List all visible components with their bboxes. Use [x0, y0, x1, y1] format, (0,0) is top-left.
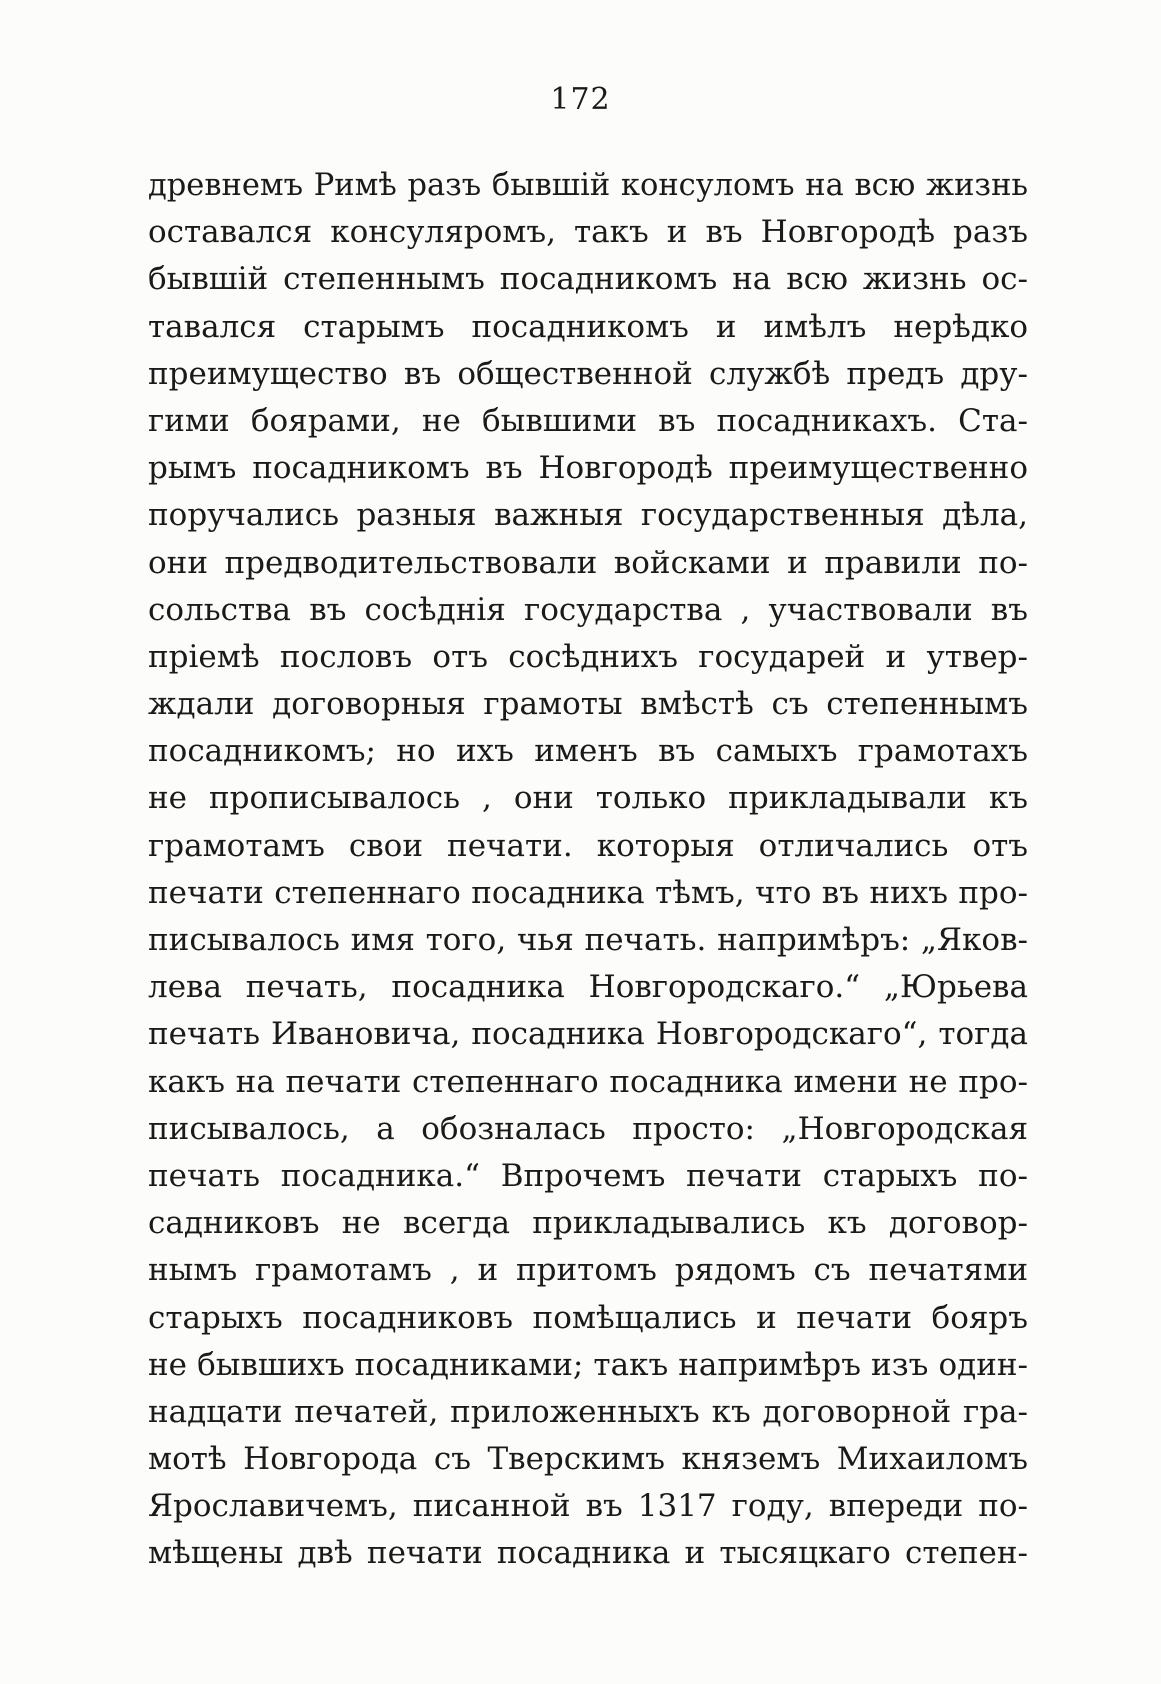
text-line: сольства въ сосѣднія государства , участвовали въ	[148, 591, 1028, 628]
text-line: печать посадника.“ Впрочемъ печати старыхъ по-	[148, 1157, 1028, 1194]
text-line: писывалось, а обозналась просто: „Новгородская	[148, 1110, 1028, 1147]
text-line: не бывшихъ посадниками; такъ напримѣръ изъ один-	[148, 1346, 1028, 1383]
text-line: старыхъ посадниковъ помѣщались и печати бояръ	[148, 1299, 1028, 1336]
text-line: оставался консуляромъ, такъ и въ Новгородѣ разъ	[148, 214, 1028, 251]
text-line: садниковъ не всегда прикладывались къ договор-	[148, 1205, 1028, 1242]
text-line: они предводительствовали войсками и правили по-	[148, 544, 1028, 581]
text-line: не прописывалось , они только прикладывали къ	[148, 780, 1028, 817]
text-line: пріемѣ пословъ отъ сосѣднихъ государей и утвер-	[148, 638, 1028, 675]
text-line: преимущество въ общественной службѣ предъ дру-	[148, 355, 1028, 392]
text-line: мотѣ Новгорода съ Тверскимъ княземъ Михаиломъ	[148, 1441, 1028, 1478]
text-line: грамотамъ свои печати. которыя отличались отъ	[148, 827, 1028, 864]
text-line: древнемъ Римѣ разъ бывшій консуломъ на всю жизнь	[148, 168, 1028, 203]
text-line: нымъ грамотамъ , и притомъ рядомъ съ печатями	[148, 1252, 1028, 1289]
text-line: лева печать, посадника Новгородскаго.“ „Юрьева	[148, 969, 1028, 1006]
text-line: печати степеннаго посадника тѣмъ, что въ нихъ про-	[148, 874, 1028, 911]
text-line: Ярославичемъ, писанной въ 1317 году, впереди по-	[148, 1488, 1028, 1525]
text-line: рымъ посадникомъ въ Новгородѣ преимущественно	[148, 450, 1028, 487]
text-line: поручались разныя важныя государственныя дѣла,	[148, 497, 1028, 534]
page-number: 172	[550, 82, 611, 117]
text-line: посадникомъ; но ихъ именъ въ самыхъ грамотахъ	[148, 733, 1028, 770]
text-line: ждали договорныя грамоты вмѣстѣ съ степеннымъ	[148, 686, 1028, 723]
text-line: гими боярами, не бывшими въ посадникахъ. Ста-	[148, 402, 1028, 439]
text-line: какъ на печати степеннаго посадника имени не про-	[148, 1063, 1028, 1100]
body-text	[148, 162, 1028, 1578]
text-line: печать Ивановича, посадника Новгородскаго“, тогда	[148, 1016, 1028, 1053]
text-line: надцати печатей, приложенныхъ къ договорной гра-	[148, 1393, 1028, 1430]
text-line: бывшій степеннымъ посадникомъ на всю жизнь ос-	[148, 261, 1028, 298]
text-line: тавался старымъ посадникомъ и имѣлъ нерѣдко	[148, 308, 1028, 345]
text-line: мѣщены двѣ печати посадника и тысяцкаго степен-	[148, 1535, 1028, 1572]
text-line: писывалось имя того, чья печать. напримѣръ: „Яков-	[148, 922, 1028, 958]
